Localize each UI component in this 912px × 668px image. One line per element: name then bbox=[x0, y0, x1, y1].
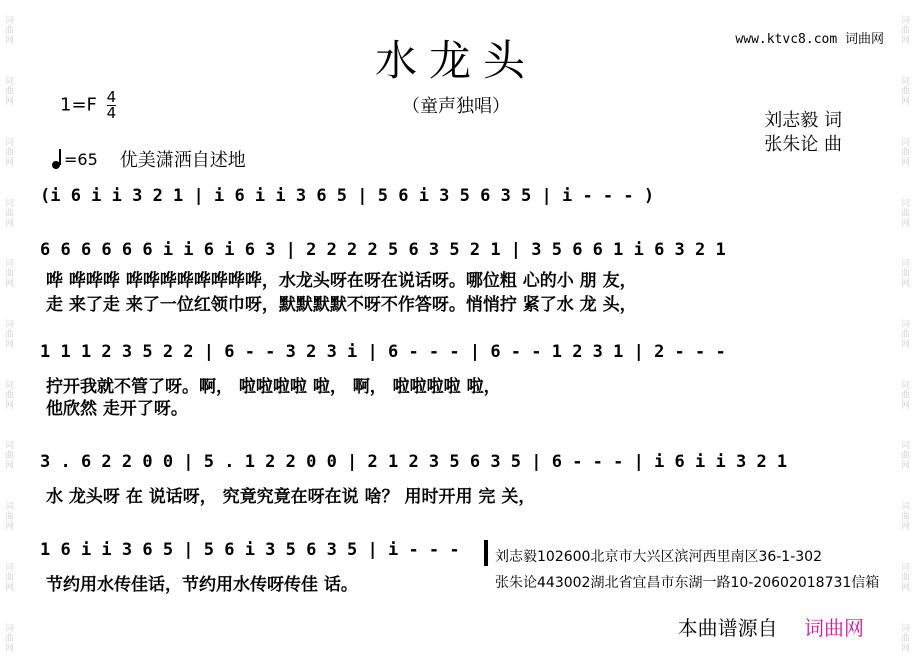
key-signature bbox=[60, 90, 116, 121]
final-barline bbox=[484, 540, 488, 566]
lyric-line: 节约用水传佳话，节约用水传呀传佳 话。 bbox=[46, 575, 358, 595]
source-brand-link[interactable]: 词曲网 bbox=[804, 616, 864, 640]
composer-credit: 张朱论 曲 bbox=[764, 134, 842, 155]
watermark: 词曲网 bbox=[899, 258, 909, 289]
time-signature-top: 4 bbox=[106, 88, 117, 106]
lyricist-address: 刘志毅102600北京市大兴区滨河西里南区36-1-302 bbox=[495, 549, 822, 565]
watermark: 词曲网 bbox=[3, 379, 13, 410]
watermark: 词曲网 bbox=[3, 440, 13, 471]
watermark: 词曲网 bbox=[3, 501, 13, 532]
lyric-line: 哗 哗哗哗 哗哗哗哗哗哗哗哗，水龙头呀在呀在说话呀。哪位粗 心的小 朋 友， bbox=[46, 271, 637, 291]
watermark: 词曲网 bbox=[899, 76, 909, 107]
watermark: 词曲网 bbox=[899, 318, 909, 349]
watermark: 词曲网 bbox=[3, 76, 13, 107]
key-label: 1=F bbox=[60, 94, 97, 116]
staff-row-3: 1 1 1 2 3 5 2 2 | 6 - - 3 2 3 i | 6 - - - | 6 - - 1 2 3 1 | 2 - - - bbox=[40, 342, 726, 362]
watermark: 词曲网 bbox=[899, 136, 909, 167]
tempo-value: =65 bbox=[64, 149, 98, 169]
staff-row-1: (i 6 i i 3 2 1 | i 6 i i 3 6 5 | 5 6 i 3 5 6 3 5 | i - - - ) bbox=[40, 186, 655, 206]
lyric-line: 走 来了走 来了一位红领巾呀，默默默默不呀不作答呀。悄悄拧 紧了水 龙 头， bbox=[46, 295, 637, 315]
watermark: 词曲网 bbox=[899, 501, 909, 532]
watermark: 词曲网 bbox=[3, 15, 13, 46]
lyricist-credit: 刘志毅 词 bbox=[764, 110, 842, 131]
tempo-description: 优美潇洒自述地 bbox=[119, 150, 246, 171]
watermark: 词曲网 bbox=[899, 197, 909, 228]
site-url[interactable]: www.ktvc8.com 词曲网 bbox=[735, 32, 884, 47]
watermark: 词曲网 bbox=[3, 561, 13, 592]
time-signature bbox=[107, 90, 117, 121]
watermark: 词曲网 bbox=[3, 197, 13, 228]
source-label: 本曲谱源自 bbox=[677, 616, 778, 640]
watermark: 词曲网 bbox=[899, 15, 909, 46]
lyric-line: 拧开我就不管了呀。啊， 啦啦啦啦 啦， 啊， 啦啦啦啦 啦， bbox=[46, 377, 501, 397]
watermark: 词曲网 bbox=[899, 561, 909, 592]
watermark: 词曲网 bbox=[3, 622, 13, 653]
lyric-line: 水 龙头呀 在 说话呀， 究竟究竟在呀在说 啥？ 用时开用 完 关， bbox=[46, 487, 536, 507]
watermark: 词曲网 bbox=[899, 379, 909, 410]
tempo-marking bbox=[52, 146, 246, 172]
song-title: 水龙头 bbox=[374, 36, 537, 85]
staff-row-5: 1 6 i i 3 6 5 | 5 6 i 3 5 6 3 5 | i - - - bbox=[40, 540, 460, 560]
watermark: 词曲网 bbox=[899, 622, 909, 653]
composer-address: 张朱论443002湖北省宜昌市东湖一路10-20602018731信箱 bbox=[495, 575, 880, 591]
staff-row-2: 6 6 6 6 6 6 i i 6 i 6 3 | 2 2 2 2 5 6 3 5 2 1 | 3 5 6 6 1 i 6 3 2 1 bbox=[40, 240, 726, 260]
time-signature-bottom: 4 bbox=[106, 104, 117, 122]
song-subtitle: （童声独唱） bbox=[402, 96, 510, 117]
watermark: 词曲网 bbox=[3, 318, 13, 349]
quarter-note-icon bbox=[52, 161, 60, 169]
lyric-line: 他欣然 走开了呀。 bbox=[46, 399, 188, 419]
watermark: 词曲网 bbox=[3, 258, 13, 289]
watermark: 词曲网 bbox=[3, 136, 13, 167]
source-credit bbox=[678, 612, 864, 641]
staff-row-4: 3 . 6 2 2 0 0 | 5 . 1 2 2 0 0 | 2 1 2 3 5 6 3 5 | 6 - - - | i 6 i i 3 2 1 bbox=[40, 452, 788, 472]
watermark: 词曲网 bbox=[899, 440, 909, 471]
